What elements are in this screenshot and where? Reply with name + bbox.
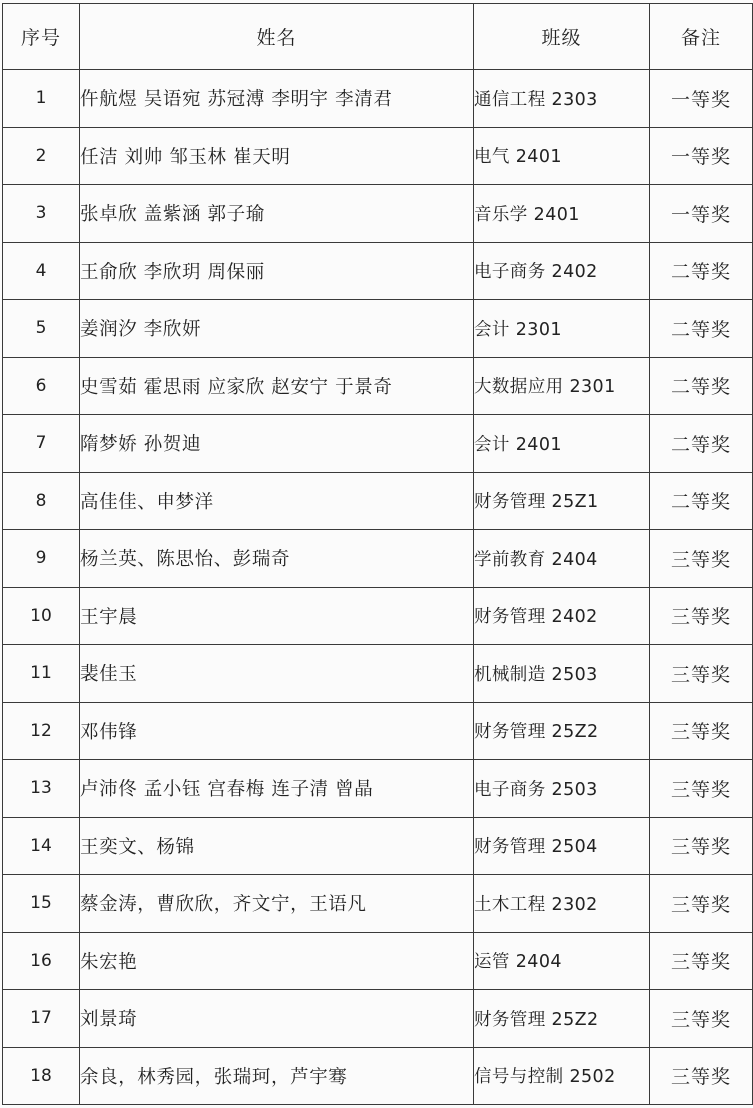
names-cell: 高佳佳、申梦洋 — [80, 472, 474, 530]
award-table — [2, 3, 753, 1105]
table-row — [3, 702, 753, 760]
names-cell: 朱宏艳 — [80, 932, 474, 990]
serial-number-cell: 11 — [3, 645, 80, 703]
table-body — [3, 70, 753, 1105]
award-level-cell: 二等奖 — [650, 415, 753, 473]
class-cell: 土木工程 2302 — [474, 875, 650, 933]
award-level-cell: 三等奖 — [650, 875, 753, 933]
serial-number-cell: 12 — [3, 702, 80, 760]
table-row — [3, 530, 753, 588]
names-cell: 刘景琦 — [80, 990, 474, 1048]
table-row — [3, 587, 753, 645]
class-cell: 通信工程 2303 — [474, 70, 650, 128]
award-level-cell: 一等奖 — [650, 185, 753, 243]
names-cell: 姜润汐 李欣妍 — [80, 300, 474, 358]
names-cell: 裴佳玉 — [80, 645, 474, 703]
table-row — [3, 760, 753, 818]
serial-number-cell: 9 — [3, 530, 80, 588]
award-level-cell: 三等奖 — [650, 702, 753, 760]
serial-number-cell: 16 — [3, 932, 80, 990]
serial-number-cell: 3 — [3, 185, 80, 243]
award-level-cell: 三等奖 — [650, 817, 753, 875]
class-cell: 会计 2401 — [474, 415, 650, 473]
award-level-cell: 三等奖 — [650, 645, 753, 703]
award-level-cell: 二等奖 — [650, 242, 753, 300]
table-row — [3, 300, 753, 358]
header-name: 姓名 — [80, 4, 474, 70]
class-cell: 财务管理 2504 — [474, 817, 650, 875]
class-cell: 音乐学 2401 — [474, 185, 650, 243]
award-level-cell: 三等奖 — [650, 587, 753, 645]
names-cell: 史雪茹 霍思雨 应家欣 赵安宁 于景奇 — [80, 357, 474, 415]
serial-number-cell: 1 — [3, 70, 80, 128]
serial-number-cell: 17 — [3, 990, 80, 1048]
table-header — [3, 4, 753, 70]
class-cell: 大数据应用 2301 — [474, 357, 650, 415]
serial-number-cell: 10 — [3, 587, 80, 645]
award-level-cell: 三等奖 — [650, 932, 753, 990]
names-cell: 任洁 刘帅 邹玉林 崔天明 — [80, 127, 474, 185]
names-cell: 卢沛佟 孟小钰 宫春梅 连子清 曾晶 — [80, 760, 474, 818]
award-level-cell: 一等奖 — [650, 70, 753, 128]
table-row — [3, 1047, 753, 1105]
names-cell: 王俞欣 李欣玥 周保丽 — [80, 242, 474, 300]
class-cell: 电子商务 2503 — [474, 760, 650, 818]
class-cell: 财务管理 25Z2 — [474, 702, 650, 760]
names-cell: 隋梦娇 孙贺迪 — [80, 415, 474, 473]
header-serial-number: 序号 — [3, 4, 80, 70]
table-row — [3, 990, 753, 1048]
serial-number-cell: 4 — [3, 242, 80, 300]
class-cell: 机械制造 2503 — [474, 645, 650, 703]
table-row — [3, 932, 753, 990]
table-row — [3, 415, 753, 473]
names-cell: 蔡金涛，曹欣欣，齐文宁，王语凡 — [80, 875, 474, 933]
class-cell: 学前教育 2404 — [474, 530, 650, 588]
award-level-cell: 三等奖 — [650, 760, 753, 818]
award-level-cell: 一等奖 — [650, 127, 753, 185]
award-level-cell: 三等奖 — [650, 990, 753, 1048]
class-cell: 运管 2404 — [474, 932, 650, 990]
header-row — [3, 4, 753, 70]
header-remark: 备注 — [650, 4, 753, 70]
names-cell: 王宇晨 — [80, 587, 474, 645]
header-class: 班级 — [474, 4, 650, 70]
table-row — [3, 70, 753, 128]
serial-number-cell: 6 — [3, 357, 80, 415]
table-row — [3, 817, 753, 875]
award-level-cell: 二等奖 — [650, 357, 753, 415]
names-cell: 张卓欣 盖紫涵 郭子瑜 — [80, 185, 474, 243]
serial-number-cell: 7 — [3, 415, 80, 473]
names-cell: 王奕文、杨锦 — [80, 817, 474, 875]
serial-number-cell: 2 — [3, 127, 80, 185]
class-cell: 会计 2301 — [474, 300, 650, 358]
award-level-cell: 三等奖 — [650, 530, 753, 588]
award-level-cell: 二等奖 — [650, 300, 753, 358]
table-row — [3, 472, 753, 530]
serial-number-cell: 8 — [3, 472, 80, 530]
names-cell: 邓伟锋 — [80, 702, 474, 760]
class-cell: 电气 2401 — [474, 127, 650, 185]
serial-number-cell: 13 — [3, 760, 80, 818]
class-cell: 财务管理 25Z2 — [474, 990, 650, 1048]
table-row — [3, 127, 753, 185]
class-cell: 电子商务 2402 — [474, 242, 650, 300]
table-row — [3, 357, 753, 415]
serial-number-cell: 15 — [3, 875, 80, 933]
serial-number-cell: 18 — [3, 1047, 80, 1105]
names-cell: 仵航煜 吴语宛 苏冠溥 李明宇 李清君 — [80, 70, 474, 128]
names-cell: 余良，林秀园，张瑞珂，芦宇骞 — [80, 1047, 474, 1105]
table-row — [3, 185, 753, 243]
table-row — [3, 242, 753, 300]
serial-number-cell: 5 — [3, 300, 80, 358]
award-level-cell: 三等奖 — [650, 1047, 753, 1105]
table-row — [3, 875, 753, 933]
names-cell: 杨兰英、陈思怡、彭瑞奇 — [80, 530, 474, 588]
class-cell: 财务管理 25Z1 — [474, 472, 650, 530]
award-level-cell: 二等奖 — [650, 472, 753, 530]
class-cell: 信号与控制 2502 — [474, 1047, 650, 1105]
class-cell: 财务管理 2402 — [474, 587, 650, 645]
table-row — [3, 645, 753, 703]
serial-number-cell: 14 — [3, 817, 80, 875]
